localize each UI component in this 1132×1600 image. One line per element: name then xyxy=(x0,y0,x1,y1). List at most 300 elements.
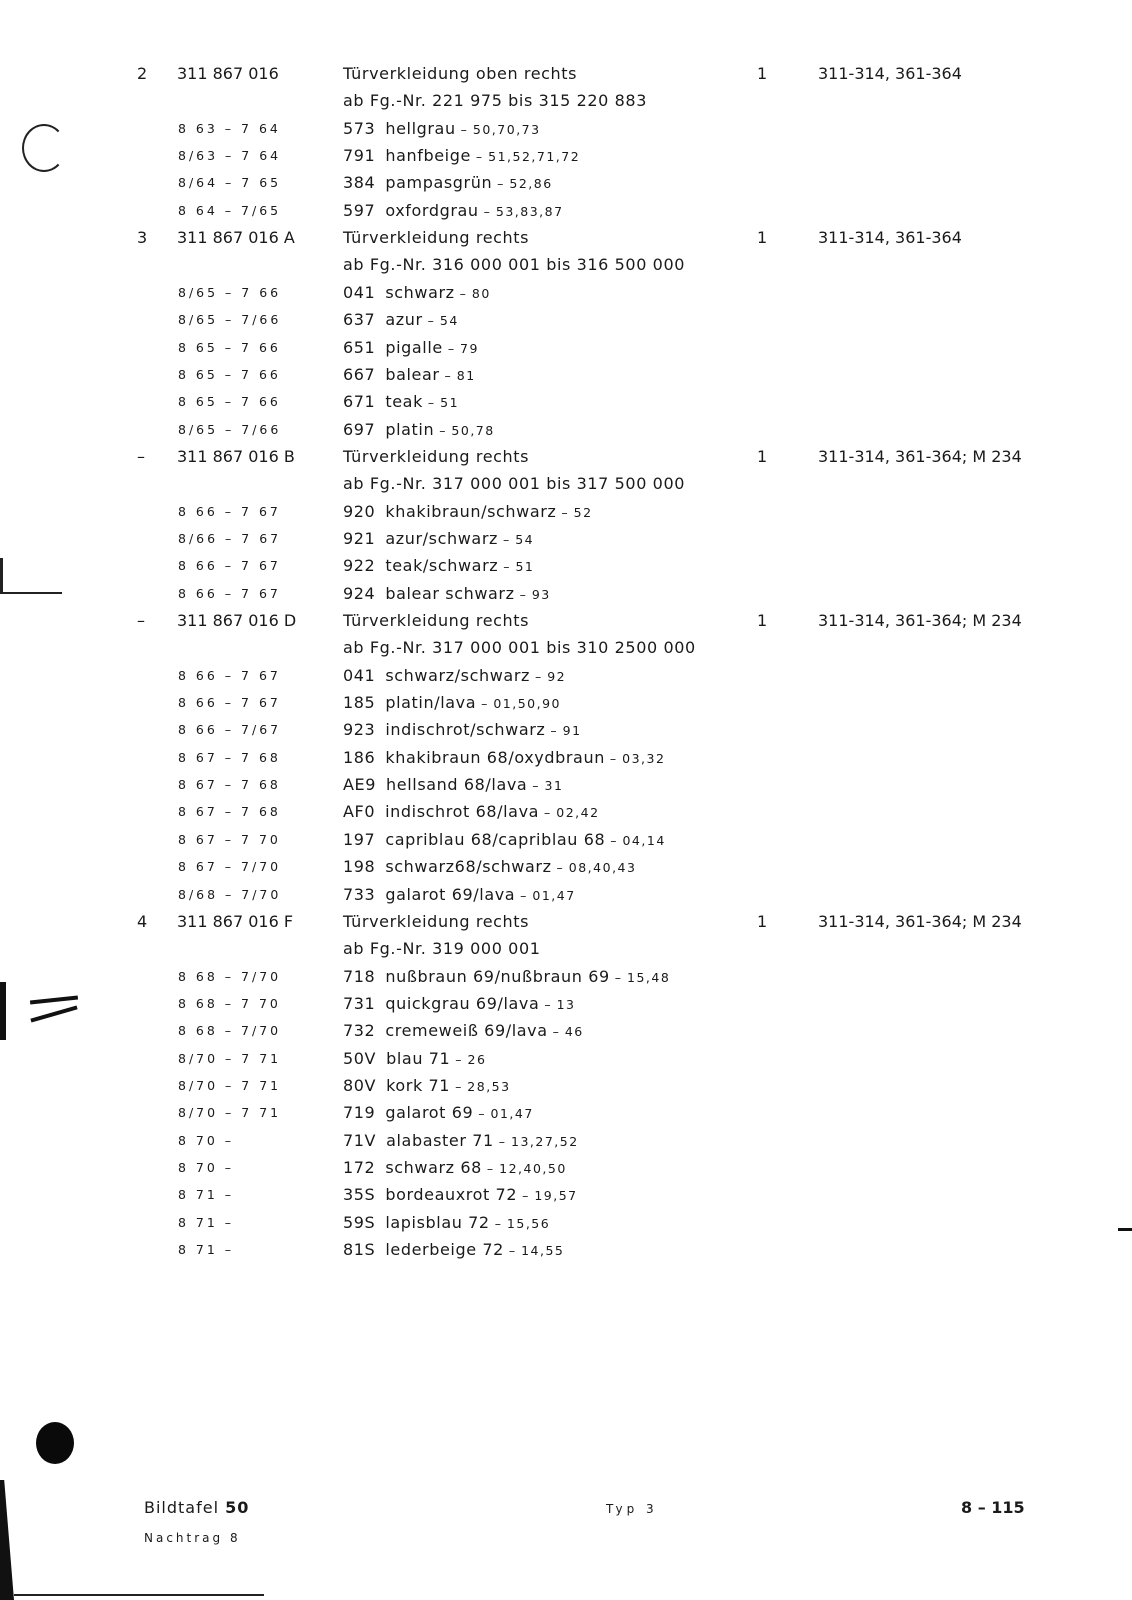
catalog-row xyxy=(0,1102,1132,1130)
separator-dash: – xyxy=(551,860,569,876)
position-number: 3 xyxy=(137,228,148,248)
description-text: Türverkleidung oben rechts xyxy=(343,64,578,83)
date-range: 8/65 – 7 66 xyxy=(178,284,282,300)
color-code: 172 xyxy=(343,1158,376,1177)
color-code: 186 xyxy=(343,747,376,767)
color-code: 197 xyxy=(343,829,376,849)
reference-numbers: 93 xyxy=(531,586,551,602)
color-name: hellgrau xyxy=(385,118,456,138)
description xyxy=(343,200,564,223)
part-number: 311 867 016 xyxy=(177,64,279,83)
description xyxy=(343,309,459,332)
color-name: oxfordgrau xyxy=(385,200,479,220)
catalog-row xyxy=(0,1239,1132,1267)
color-name: blau 71 xyxy=(386,1048,451,1068)
date-range: 8 63 – 7 64 xyxy=(178,120,281,136)
reference-numbers: 13,27,52 xyxy=(511,1133,579,1149)
date-range: 8 68 – 7/70 xyxy=(178,968,282,984)
color-name: azur/schwarz xyxy=(385,528,498,548)
description xyxy=(343,473,685,495)
description-text: ab Fg.-Nr. 317 000 001 bis 310 2500 000 xyxy=(343,638,696,658)
separator-dash: – xyxy=(604,750,623,766)
reference-numbers: 01,47 xyxy=(532,887,576,903)
description xyxy=(343,801,600,824)
description xyxy=(343,610,529,632)
description xyxy=(343,419,495,442)
separator-dash: – xyxy=(498,531,516,547)
description xyxy=(343,1184,578,1207)
color-name: balear xyxy=(385,364,440,384)
description xyxy=(343,993,576,1016)
scan-mark xyxy=(14,1594,264,1596)
separator-dash: – xyxy=(517,1188,535,1204)
date-range: 8 65 – 7 66 xyxy=(178,394,281,410)
model-applicability: 311-314, 361-364; M 234 xyxy=(818,446,1022,466)
color-name: teak/schwarz xyxy=(385,556,499,576)
separator-dash: – xyxy=(470,149,489,165)
catalog-row xyxy=(0,118,1132,146)
page-edge-shadow xyxy=(0,1480,14,1600)
quantity: 1 xyxy=(757,446,768,466)
catalog-row xyxy=(0,419,1132,447)
separator-dash: – xyxy=(530,668,548,684)
color-name: lederbeige 72 xyxy=(385,1240,504,1260)
color-code: 041 xyxy=(343,665,376,685)
description xyxy=(343,254,685,276)
catalog-row xyxy=(0,1020,1132,1048)
description xyxy=(343,446,529,468)
date-range: 8/64 – 7 65 xyxy=(178,175,282,191)
color-name: teak xyxy=(385,392,423,412)
reference-numbers: 54 xyxy=(515,531,535,547)
color-name: quickgrau 69/lava xyxy=(385,993,540,1013)
color-code: 719 xyxy=(343,1103,376,1123)
reference-numbers: 26 xyxy=(467,1051,487,1067)
description xyxy=(343,747,665,770)
separator-dash: – xyxy=(442,340,461,356)
separator-dash: – xyxy=(481,1161,500,1176)
reference-numbers: 52 xyxy=(573,504,593,520)
reference-numbers: 91 xyxy=(562,723,582,739)
color-code: 597 xyxy=(343,200,376,220)
position-number: 4 xyxy=(137,911,148,931)
catalog-row xyxy=(0,610,1132,638)
date-range: 8/63 – 7 64 xyxy=(178,148,282,164)
separator-dash: – xyxy=(489,1215,507,1231)
date-range: 8 68 – 7/70 xyxy=(178,1023,282,1039)
footer-plate xyxy=(144,1498,249,1517)
description xyxy=(343,118,541,141)
separator-dash: – xyxy=(450,1078,468,1094)
date-range: 8 66 – 7 67 xyxy=(178,558,281,574)
model-applicability: 311-314, 361-364 xyxy=(818,228,962,248)
separator-dash: – xyxy=(545,723,563,739)
color-code: 924 xyxy=(343,583,376,603)
description-text: Türverkleidung rechts xyxy=(343,611,530,630)
separator-dash: – xyxy=(539,996,557,1012)
description-text: Türverkleidung rechts xyxy=(343,228,530,248)
date-range: 8/70 – 7 71 xyxy=(178,1050,282,1066)
reference-numbers: 12,40,50 xyxy=(499,1161,567,1176)
description xyxy=(343,829,666,852)
color-code: 59S xyxy=(343,1212,376,1232)
separator-dash: – xyxy=(498,559,516,575)
catalog-row xyxy=(0,938,1132,966)
date-range: 8 71 – xyxy=(178,1214,235,1230)
color-name: pigalle xyxy=(385,337,443,357)
catalog-row xyxy=(0,665,1132,693)
description xyxy=(343,774,563,797)
description xyxy=(343,1102,534,1125)
quantity: 1 xyxy=(757,64,768,83)
catalog-row xyxy=(0,966,1132,994)
color-code: AF0 xyxy=(343,802,376,822)
reference-numbers: 53,83,87 xyxy=(495,203,564,219)
color-code: 651 xyxy=(343,337,376,357)
description xyxy=(343,692,561,715)
catalog-row xyxy=(0,200,1132,228)
page-number: 8 – 115 xyxy=(961,1498,1025,1517)
catalog-row xyxy=(0,911,1132,939)
separator-dash: – xyxy=(493,1133,512,1149)
color-name: pampasgrün xyxy=(385,173,493,193)
catalog-row xyxy=(0,90,1132,118)
scan-mark xyxy=(0,592,62,594)
footer-type: Typ 3 xyxy=(606,1502,658,1516)
date-range: 8 70 – xyxy=(178,1160,235,1175)
scan-mark xyxy=(0,558,3,594)
model-applicability: 311-314, 361-364; M 234 xyxy=(818,911,1022,931)
description xyxy=(343,856,636,879)
reference-numbers: 51 xyxy=(440,395,460,411)
reference-numbers: 04,14 xyxy=(622,832,666,848)
description xyxy=(343,555,534,578)
catalog-row xyxy=(0,227,1132,255)
reference-numbers: 01,50,90 xyxy=(493,696,561,712)
description xyxy=(343,145,580,168)
part-number: 311 867 016 F xyxy=(177,911,294,931)
date-range: 8 64 – 7/65 xyxy=(178,202,282,218)
color-name: khakibraun 68/oxydbraun xyxy=(385,747,605,767)
reference-numbers: 28,53 xyxy=(467,1078,511,1094)
separator-dash: – xyxy=(609,969,627,985)
color-code: 697 xyxy=(343,419,376,439)
footer-supplement: Nachtrag 8 xyxy=(144,1531,241,1545)
date-range: 8 66 – 7 67 xyxy=(178,667,281,683)
description xyxy=(343,1130,579,1153)
description xyxy=(343,227,529,249)
date-range: 8 67 – 7 68 xyxy=(178,804,281,820)
catalog-row xyxy=(0,145,1132,173)
separator-dash: – xyxy=(556,504,574,520)
catalog-row xyxy=(0,747,1132,775)
description xyxy=(343,282,491,305)
separator-dash: – xyxy=(539,805,557,821)
color-name: kork 71 xyxy=(386,1075,451,1095)
description xyxy=(343,1212,550,1235)
color-code: 923 xyxy=(343,720,376,740)
date-range: 8 67 – 7 70 xyxy=(178,831,281,847)
catalog-row xyxy=(0,391,1132,419)
part-number: 311 867 016 D xyxy=(177,611,297,630)
reference-numbers: 19,57 xyxy=(534,1188,578,1204)
catalog-row xyxy=(0,282,1132,310)
position-number: 2 xyxy=(137,64,148,83)
separator-dash: – xyxy=(422,395,441,411)
description xyxy=(343,63,577,85)
reference-numbers: 50,70,73 xyxy=(472,121,541,137)
catalog-row xyxy=(0,829,1132,857)
color-code: 718 xyxy=(343,966,376,986)
date-range: 8/70 – 7 71 xyxy=(178,1077,282,1093)
date-range: 8 66 – 7 67 xyxy=(178,585,281,601)
model-applicability: 311-314, 361-364; M 234 xyxy=(818,611,1022,630)
binder-clip-mark xyxy=(0,982,6,1040)
catalog-row xyxy=(0,555,1132,583)
plate-label: Bildtafel xyxy=(144,1498,220,1517)
color-code: 50V xyxy=(343,1048,377,1068)
color-name: schwarz68/schwarz xyxy=(385,857,552,877)
color-name: capriblau 68/capriblau 68 xyxy=(385,829,606,849)
description xyxy=(343,501,593,524)
catalog-row xyxy=(0,528,1132,556)
catalog-row xyxy=(0,172,1132,200)
description-text: ab Fg.-Nr. 221 975 bis 315 220 883 xyxy=(343,91,647,111)
separator-dash: – xyxy=(422,313,440,329)
description-text: ab Fg.-Nr. 316 000 001 bis 316 500 000 xyxy=(343,255,686,275)
catalog-row xyxy=(0,501,1132,529)
date-range: 8 67 – 7/70 xyxy=(178,859,282,875)
color-name: lapisblau 72 xyxy=(385,1212,490,1232)
separator-dash: – xyxy=(439,367,457,383)
description xyxy=(343,1239,564,1262)
color-code: 667 xyxy=(343,364,376,384)
reference-numbers: 54 xyxy=(439,313,459,329)
date-range: 8 66 – 7 67 xyxy=(178,503,281,519)
reference-numbers: 79 xyxy=(460,340,479,356)
separator-dash: – xyxy=(527,778,545,794)
quantity: 1 xyxy=(757,228,768,248)
reference-numbers: 52,86 xyxy=(509,176,553,192)
part-number: 311 867 016 B xyxy=(177,446,295,466)
color-name: platin xyxy=(385,419,435,439)
separator-dash: – xyxy=(492,176,510,192)
separator-dash: – xyxy=(473,1106,491,1122)
catalog-row xyxy=(0,1157,1132,1185)
reference-numbers: 31 xyxy=(544,778,564,794)
catalog-row xyxy=(0,637,1132,665)
punch-hole-mark xyxy=(22,124,66,172)
color-name: indischrot/schwarz xyxy=(385,720,546,740)
catalog-row xyxy=(0,446,1132,474)
color-code: 041 xyxy=(343,282,376,302)
reference-numbers: 13 xyxy=(556,996,576,1012)
color-name: galarot 69/lava xyxy=(385,884,516,904)
color-name: azur xyxy=(385,310,423,330)
catalog-row xyxy=(0,993,1132,1021)
catalog-row xyxy=(0,1184,1132,1212)
color-name: alabaster 71 xyxy=(386,1130,494,1150)
color-name: nußbraun 69/nußbraun 69 xyxy=(385,966,610,986)
description xyxy=(343,528,534,551)
part-number: 311 867 016 A xyxy=(177,228,295,248)
date-range: 8 67 – 7 68 xyxy=(178,777,281,793)
color-code: 35S xyxy=(343,1185,376,1205)
color-code: 791 xyxy=(343,146,376,166)
reference-numbers: 08,40,43 xyxy=(568,860,637,876)
separator-dash: – xyxy=(515,887,533,903)
color-code: 921 xyxy=(343,528,376,548)
reference-numbers: 15,48 xyxy=(627,969,671,985)
plate-number: 50 xyxy=(225,1498,250,1517)
position-number: – xyxy=(137,611,145,630)
date-range: 8 70 – xyxy=(178,1132,235,1148)
date-range: 8 65 – 7 66 xyxy=(178,366,281,382)
color-name: hanfbeige xyxy=(385,146,471,166)
reference-numbers: 51,52,71,72 xyxy=(488,149,581,165)
description-text: ab Fg.-Nr. 317 000 001 bis 317 500 000 xyxy=(343,474,686,494)
separator-dash: – xyxy=(454,285,472,301)
date-range: 8/70 – 7 71 xyxy=(178,1105,282,1121)
reference-numbers: 03,32 xyxy=(622,750,666,766)
separator-dash: – xyxy=(478,203,496,219)
catalog-row xyxy=(0,1075,1132,1103)
reference-numbers: 15,56 xyxy=(506,1215,551,1231)
description xyxy=(343,90,647,112)
color-name: platin/lava xyxy=(385,693,477,713)
description xyxy=(343,1020,584,1043)
punch-hole-dot xyxy=(36,1422,74,1464)
catalog-row xyxy=(0,1130,1132,1158)
date-range: 8 71 – xyxy=(178,1242,235,1258)
reference-numbers: 01,47 xyxy=(490,1106,534,1122)
catalog-row xyxy=(0,884,1132,912)
catalog-row xyxy=(0,1048,1132,1076)
reference-numbers: 51 xyxy=(515,559,535,575)
date-range: 8/68 – 7/70 xyxy=(178,886,282,902)
description xyxy=(343,1048,486,1071)
color-code: 573 xyxy=(343,118,376,138)
description xyxy=(343,719,582,742)
reference-numbers: 81 xyxy=(456,367,476,383)
reference-numbers: 46 xyxy=(564,1024,584,1040)
color-code: 185 xyxy=(343,693,376,713)
catalog-row xyxy=(0,583,1132,611)
catalog-row xyxy=(0,337,1132,365)
color-name: schwarz 68 xyxy=(385,1158,482,1177)
date-range: 8 66 – 7/67 xyxy=(178,722,282,738)
date-range: 8 68 – 7 70 xyxy=(178,995,281,1011)
description-text: Türverkleidung rechts xyxy=(343,446,530,466)
date-range: 8/65 – 7/66 xyxy=(178,421,282,437)
color-name: balear schwarz xyxy=(385,583,515,603)
catalog-row xyxy=(0,473,1132,501)
model-applicability: 311-314, 361-364 xyxy=(818,64,962,83)
color-code: 922 xyxy=(343,556,376,576)
catalog-row xyxy=(0,774,1132,802)
date-range: 8/66 – 7 67 xyxy=(178,530,282,546)
description xyxy=(343,884,576,907)
color-code: 733 xyxy=(343,884,376,904)
description xyxy=(343,665,566,688)
scan-mark xyxy=(1118,1228,1132,1231)
color-code: 198 xyxy=(343,857,376,877)
catalog-row xyxy=(0,719,1132,747)
description xyxy=(343,364,476,387)
separator-dash: – xyxy=(450,1051,468,1067)
color-name: khakibraun/schwarz xyxy=(385,501,557,521)
description xyxy=(343,172,553,195)
description xyxy=(343,637,696,659)
quantity: 1 xyxy=(757,611,768,630)
separator-dash: – xyxy=(514,586,532,602)
separator-dash: – xyxy=(455,121,473,137)
color-name: schwarz/schwarz xyxy=(385,665,531,685)
color-code: 732 xyxy=(343,1021,376,1041)
catalog-row xyxy=(0,1212,1132,1240)
description xyxy=(343,1075,511,1098)
reference-numbers: 92 xyxy=(547,668,567,684)
date-range: 8/65 – 7/66 xyxy=(178,312,282,328)
separator-dash: – xyxy=(605,832,623,848)
color-name: indischrot 68/lava xyxy=(385,802,540,822)
description xyxy=(343,1157,567,1180)
color-code: 81S xyxy=(343,1240,376,1260)
separator-dash: – xyxy=(547,1024,565,1040)
separator-dash: – xyxy=(434,422,452,438)
catalog-row xyxy=(0,364,1132,392)
separator-dash: – xyxy=(476,696,494,712)
color-code: 637 xyxy=(343,310,376,330)
description xyxy=(343,391,459,414)
reference-numbers: 02,42 xyxy=(556,805,600,821)
color-code: 384 xyxy=(343,173,376,193)
catalog-row xyxy=(0,63,1132,91)
color-code: AE9 xyxy=(343,775,377,795)
color-name: bordeauxrot 72 xyxy=(385,1185,518,1205)
date-range: 8 71 – xyxy=(178,1187,235,1203)
date-range: 8 66 – 7 67 xyxy=(178,695,281,711)
description xyxy=(343,966,670,989)
color-name: schwarz xyxy=(385,282,455,302)
color-code: 671 xyxy=(343,392,376,412)
color-name: hellsand 68/lava xyxy=(386,775,528,795)
color-code: 80V xyxy=(343,1075,377,1095)
description-text: Türverkleidung rechts xyxy=(343,911,530,931)
reference-numbers: 80 xyxy=(471,285,491,301)
catalog-row xyxy=(0,309,1132,337)
reference-numbers: 14,55 xyxy=(521,1243,565,1259)
catalog-row xyxy=(0,801,1132,829)
catalog-row xyxy=(0,692,1132,720)
color-code: 920 xyxy=(343,501,376,521)
description xyxy=(343,938,541,960)
color-name: cremeweiß 69/lava xyxy=(385,1021,548,1041)
separator-dash: – xyxy=(503,1243,522,1259)
quantity: 1 xyxy=(757,911,768,931)
catalog-row xyxy=(0,254,1132,282)
description xyxy=(343,911,529,933)
description xyxy=(343,337,479,360)
catalog-row xyxy=(0,856,1132,884)
reference-numbers: 50,78 xyxy=(451,422,495,438)
description-text: ab Fg.-Nr. 319 000 001 xyxy=(343,939,541,959)
color-code: 71V xyxy=(343,1130,377,1150)
color-code: 731 xyxy=(343,993,376,1013)
date-range: 8 65 – 7 66 xyxy=(178,339,281,355)
date-range: 8 67 – 7 68 xyxy=(178,749,281,765)
color-name: galarot 69 xyxy=(385,1103,474,1123)
